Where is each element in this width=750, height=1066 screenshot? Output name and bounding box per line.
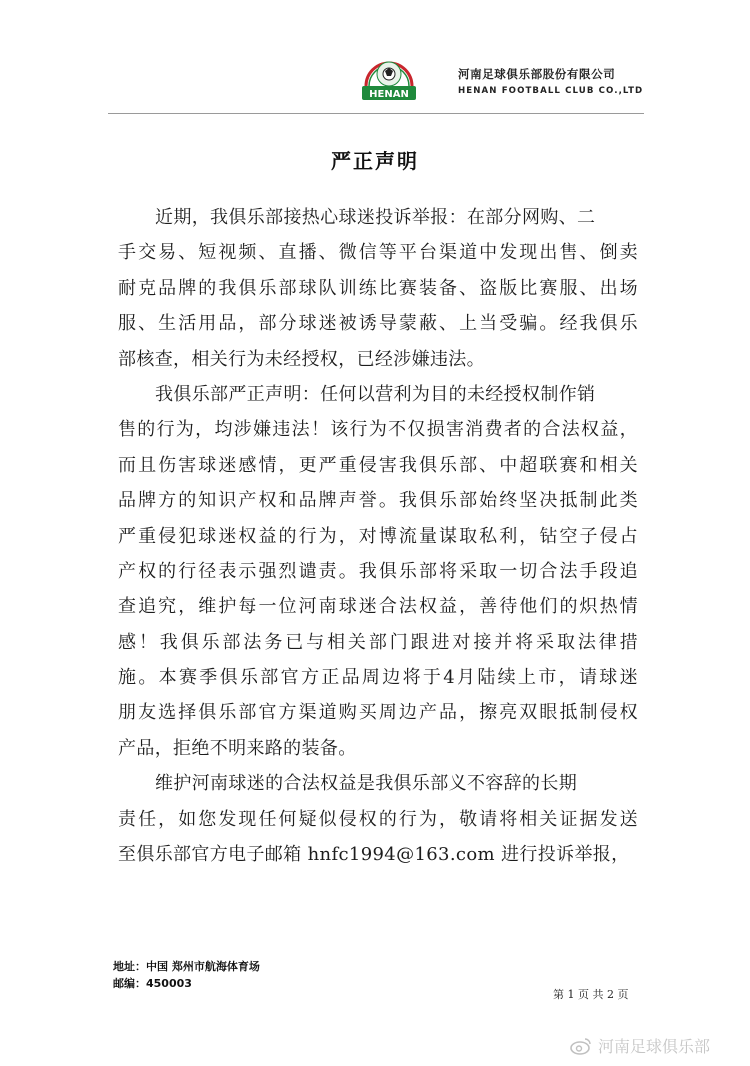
body-line: 施。本赛季俱乐部官方正品周边将于4月陆续上市，请球迷	[118, 667, 638, 689]
body-line: 部核查，相关行为未经授权，已经涉嫌违法。	[118, 348, 485, 370]
footer-address: 地址：中国 郑州市航海体育场	[113, 960, 260, 973]
body-line: 责任，如您发现任何疑似侵权的行为，敬请将相关证据发送	[118, 808, 638, 830]
body-line: 查追究，维护每一位河南球迷合法权益，善待他们的炽热情	[118, 596, 638, 618]
body-line: 品牌方的知识产权和品牌声誉。我俱乐部始终坚决抵制此类	[118, 490, 638, 512]
company-name-cn: 河南足球俱乐部股份有限公司	[458, 67, 616, 81]
statement-title: 严正声明	[331, 149, 419, 173]
body-line: 服、生活用品，部分球迷被诱导蒙蔽、上当受骗。经我俱乐	[118, 313, 638, 335]
body-line: 而且伤害球迷感情，更严重侵害我俱乐部、中超联赛和相关	[118, 454, 638, 476]
body-line: 朋友选择俱乐部官方渠道购买周边产品，擦亮双眼抵制侵权	[118, 702, 638, 724]
footer-postcode: 邮编：450003	[113, 977, 192, 990]
body-line: 耐克品牌的我俱乐部球队训练比赛装备、盗版比赛服、出场	[118, 277, 638, 299]
statement-body	[118, 200, 638, 872]
body-line: 产品，拒绝不明来路的装备。	[118, 737, 357, 759]
company-name-block	[458, 66, 658, 98]
weibo-watermark	[570, 1034, 710, 1057]
weibo-icon	[570, 1037, 592, 1055]
watermark-text: 河南足球俱乐部	[598, 1037, 711, 1056]
body-line: 手交易、短视频、直播、微信等平台渠道中发现出售、倒卖	[118, 242, 638, 264]
club-logo	[358, 52, 420, 106]
header-divider	[108, 113, 644, 114]
logo-wordmark: HENAN	[369, 89, 409, 100]
page-number: 第 1 页 共 2 页	[553, 988, 629, 1001]
body-line: 近期，我俱乐部接热心球迷投诉举报：在部分网购、二	[155, 207, 596, 228]
company-name-en: HENAN FOOTBALL CLUB CO.,LTD	[458, 86, 644, 96]
footer-contact	[113, 958, 260, 992]
body-line: 至俱乐部官方电子邮箱 hnfc1994@163.com 进行投诉举报，	[118, 844, 630, 866]
body-line: 维护河南球迷的合法权益是我俱乐部义不容辞的长期	[155, 773, 578, 795]
body-line: 我俱乐部严正声明：任何以营利为目的未经授权制作销	[155, 383, 596, 405]
body-line: 严重侵犯球迷权益的行为，对博流量谋取私利，钻空子侵占	[118, 525, 638, 547]
body-line: 售的行为，均涉嫌违法！该行为不仅损害消费者的合法权益，	[118, 419, 638, 441]
letterhead	[0, 0, 750, 118]
body-line: 感！我俱乐部法务已与相关部门跟进对接并将采取法律措	[118, 631, 638, 653]
body-line: 产权的行径表示强烈谴责。我俱乐部将采取一切合法手段追	[118, 560, 638, 582]
